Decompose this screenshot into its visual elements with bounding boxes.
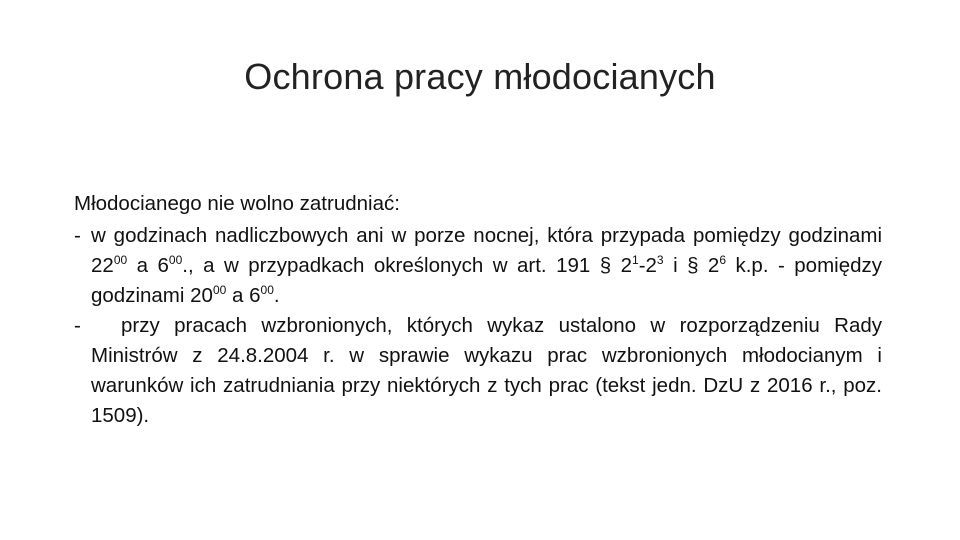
item1-text-part: k.p. - pomiędzy godzinami 20: [91, 254, 883, 307]
item1-text-part: .: [273, 284, 280, 307]
intro-text: Młodocianego nie wolno zatrudniać:: [74, 192, 400, 215]
item1-text-part: ., a w przypadkach określonych w art. 191 § 2: [182, 254, 632, 277]
item1-superscript: 00: [260, 283, 274, 297]
item1-superscript: 00: [212, 283, 227, 297]
item1-text-part: w godzinach nadliczbowych ani w porze nocnej, która przypada pomiędzy godzinami 22: [91, 224, 882, 277]
slide-title: Ochrona pracy młodocianych: [244, 56, 716, 97]
item1-superscript: 00: [168, 253, 183, 267]
slide-body: [74, 189, 882, 431]
item1-text-part: i § 2: [663, 254, 720, 277]
item1-superscript: 1: [632, 253, 639, 267]
item1-text-part: a 6: [226, 284, 261, 307]
list-dash: -: [74, 224, 81, 247]
item1-text-part: -2: [638, 254, 657, 277]
list-item-overtime-night: [74, 221, 882, 311]
item1-superscript: 3: [656, 253, 664, 267]
list-dash: -: [74, 314, 81, 337]
list-item-prohibited-work: [74, 311, 882, 431]
item1-superscript: 00: [113, 253, 128, 267]
item2-text: przy pracach wzbronionych, których wykaz ustalono w rozporządzeniu Rady Ministrów z 24.8.2004 r. w sprawie wykazu prac wzbronionych młodocianym i warunków ich zatrudniania przy niektórych z tych prac (tekst jedn. DzU z 2016 r., poz. 1509).: [91, 314, 882, 427]
item1-superscript: 6: [719, 253, 727, 267]
item1-text-part: a 6: [127, 254, 169, 277]
